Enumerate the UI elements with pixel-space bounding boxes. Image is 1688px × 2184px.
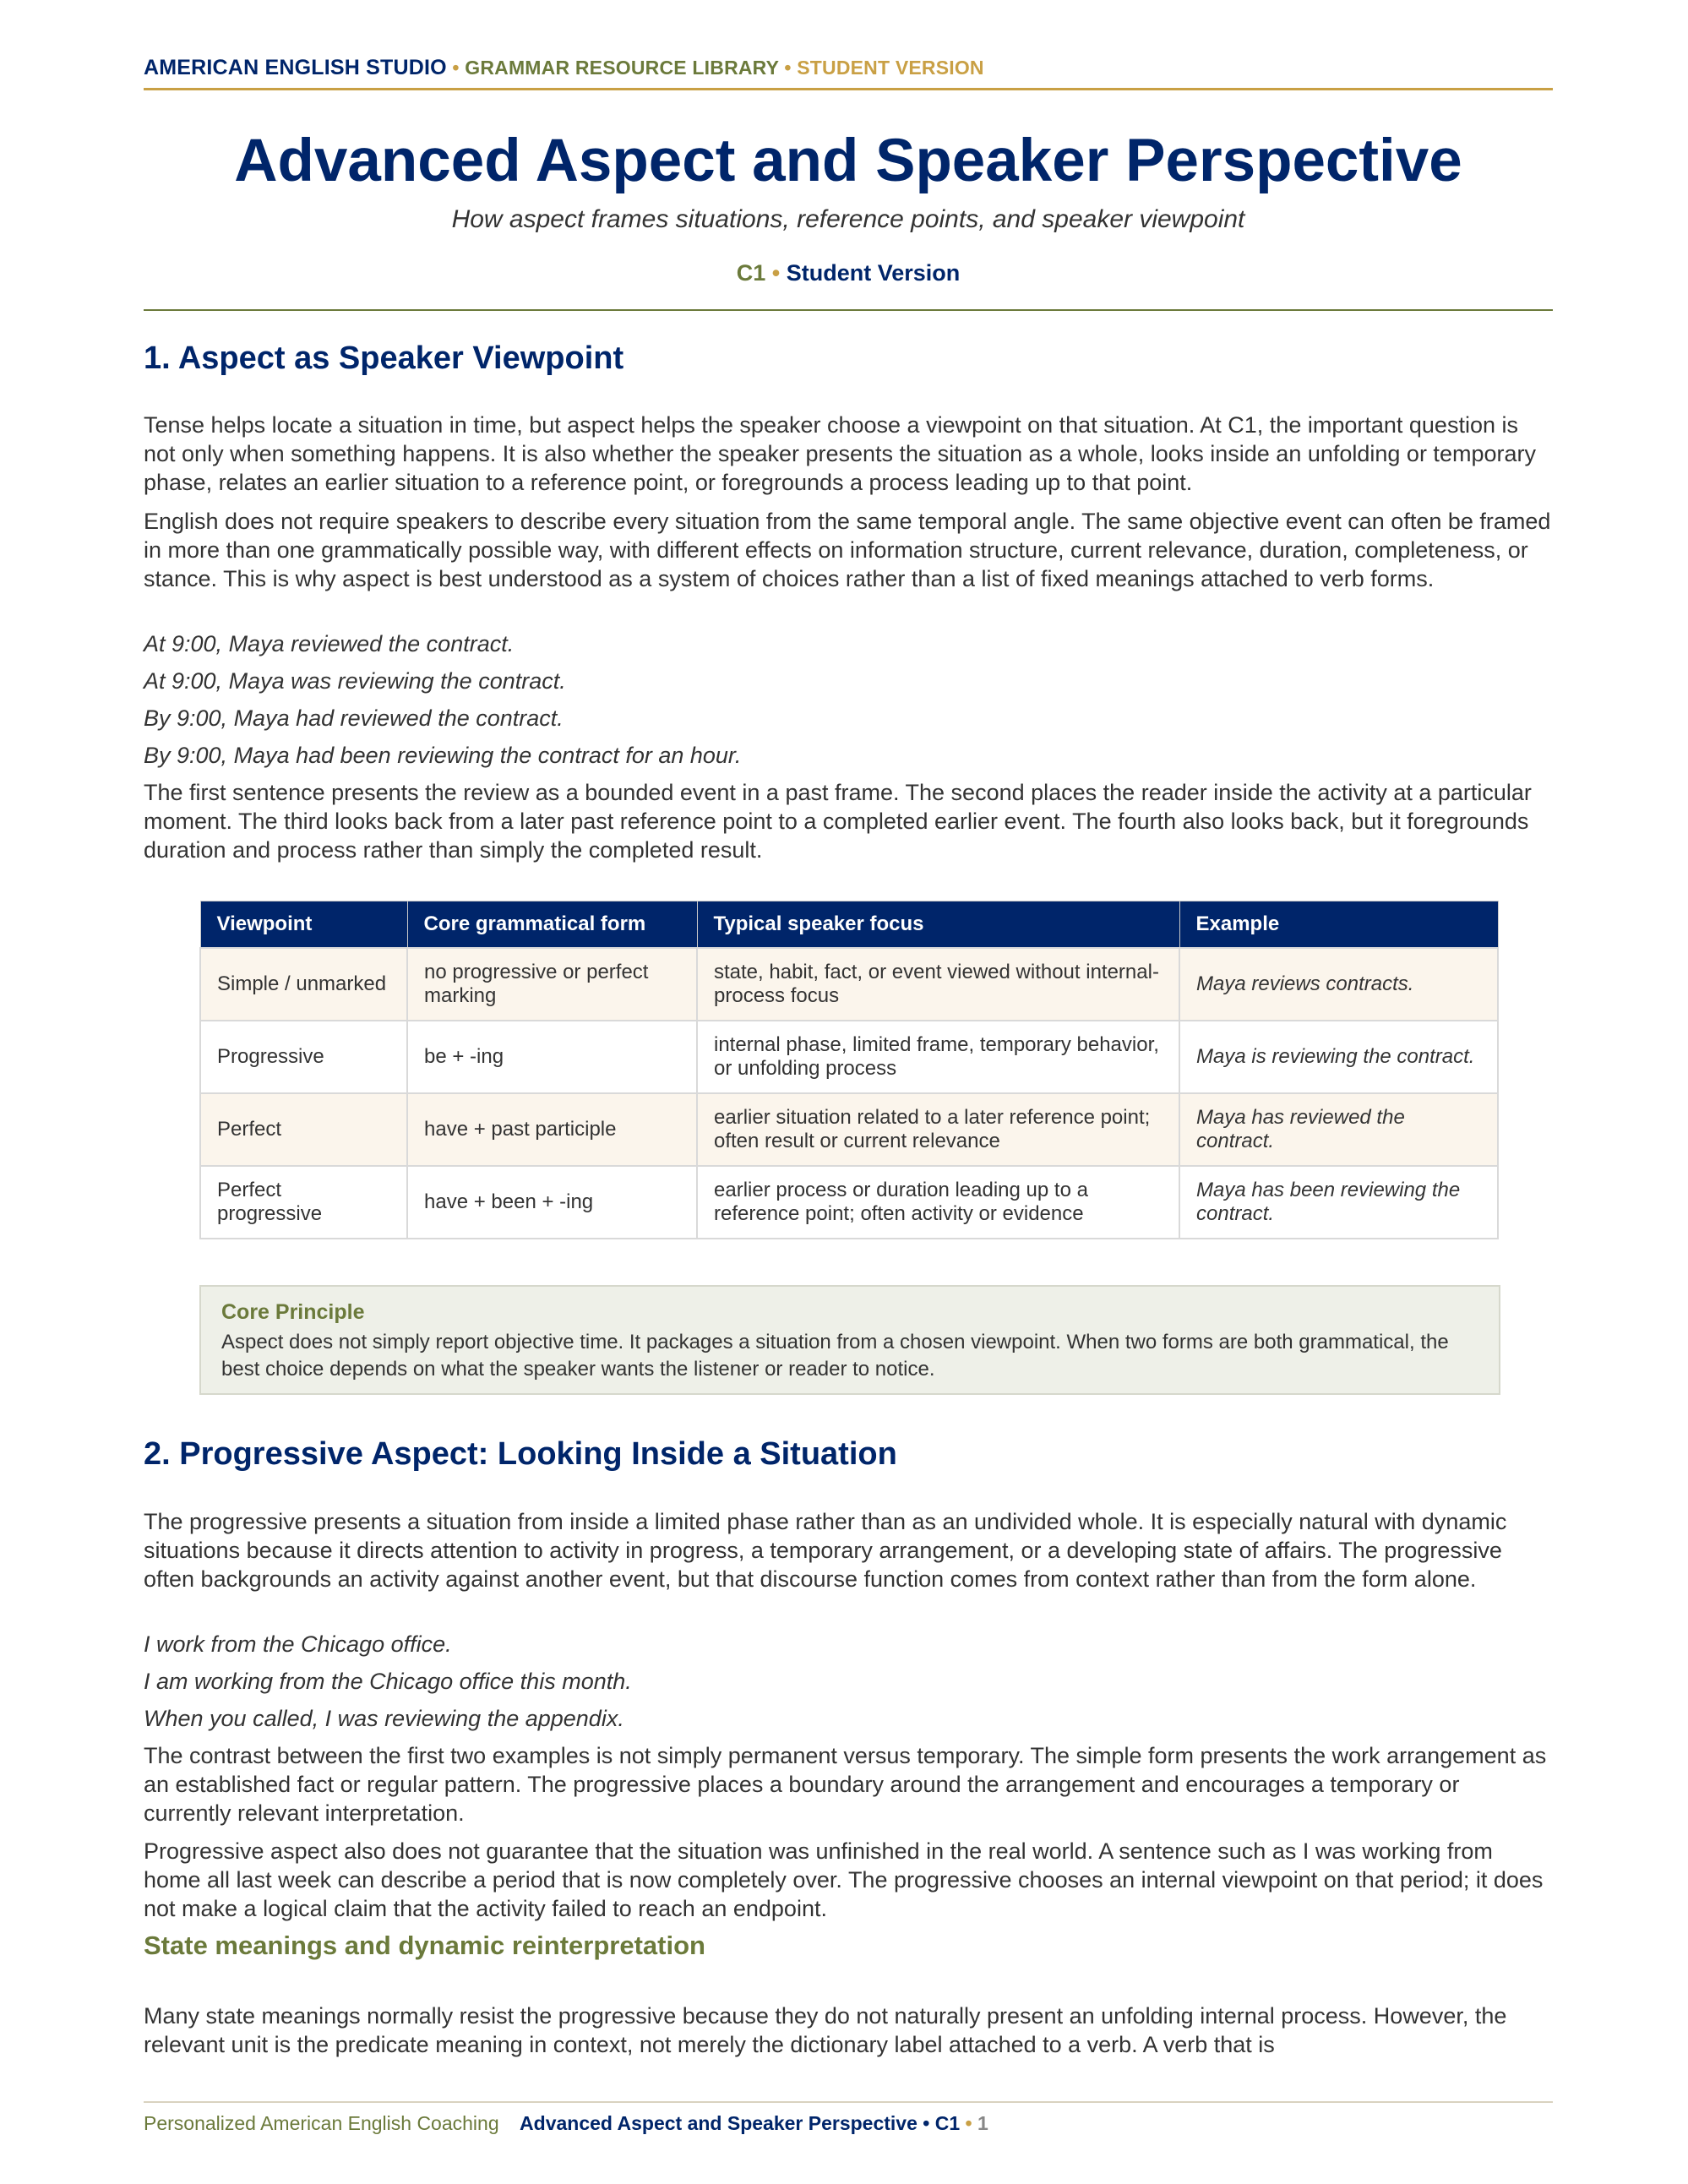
version-label: STUDENT VERSION: [797, 57, 984, 79]
paragraph: Tense helps locate a situation in time, but aspect helps the speaker choose a viewpoint on that situation. At C1, the important question is not only when something happens. It is also whether the speaker presents the situation as a whole, looks inside an unfolding or temporary phase, relates an earlier situation to a reference point, or foregrounds a process leading up to that point.: [144, 412, 1536, 495]
footer-separator: •: [923, 2112, 930, 2134]
example-sentence: At 9:00, Maya was reviewing the contract.: [144, 668, 566, 694]
footer-rule: [144, 2101, 1553, 2103]
table-row: [200, 1021, 1498, 1093]
example-sentence: When you called, I was reviewing the appendix.: [144, 1706, 624, 1731]
paragraph: English does not require speakers to describe every situation from the same temporal angle. The same objective event can often be framed in more than one grammatically possible way, with different effects on information structure, current relevance, duration, completeness, or stance. This is why aspect is best understood as a system of choices rather than a list of fixed meanings attached to verb forms.: [144, 509, 1551, 591]
column-header: Core grammatical form: [407, 901, 697, 949]
level-line: [144, 260, 1553, 286]
table-cell-example: Maya has reviewed the contract.: [1179, 1093, 1498, 1166]
header-rule: [144, 88, 1553, 90]
example-sentence: I work from the Chicago office.: [144, 1631, 452, 1657]
column-header: Example: [1179, 901, 1498, 949]
table-row: [200, 1093, 1498, 1166]
callout-body: Aspect does not simply report objective time. It packages a situation from a chosen viewpoint. When two forms are both grammatical, the best choice depends on what the speaker wants the listener or reader to notice.: [221, 1331, 1449, 1381]
table-cell: Progressive: [200, 1021, 407, 1093]
callout-title: Core Principle: [221, 1300, 365, 1324]
table-cell: Perfect: [200, 1093, 407, 1166]
table-cell-example: Maya has been reviewing the contract.: [1179, 1166, 1498, 1239]
section-heading: 1. Aspect as Speaker Viewpoint: [144, 340, 624, 376]
table-cell: Perfect progressive: [200, 1166, 407, 1239]
footer-publisher: Personalized American English Coaching: [144, 2112, 499, 2134]
table-cell: state, habit, fact, or event viewed without internal-process focus: [697, 948, 1179, 1021]
table-cell: earlier situation related to a later reference point; often result or current relevance: [697, 1093, 1179, 1166]
table-cell: have + past participle: [407, 1093, 697, 1166]
library-name: GRAMMAR RESOURCE LIBRARY: [465, 57, 779, 79]
level-label: Student Version: [786, 260, 961, 286]
column-header: Viewpoint: [200, 901, 407, 949]
page-number: 1: [977, 2112, 988, 2134]
footer-title-group: [520, 2112, 988, 2134]
example-sentence: By 9:00, Maya had been reviewing the contract for an hour.: [144, 743, 742, 768]
table-cell: no progressive or perfect marking: [407, 948, 697, 1021]
footer-separator: •: [965, 2112, 972, 2134]
header-separator: •: [452, 57, 460, 79]
section-heading: 2. Progressive Aspect: Looking Inside a Situation: [144, 1436, 897, 1472]
paragraph: Many state meanings normally resist the progressive because they do not naturally present an unfolding internal process. However, the relevant unit is the predicate meaning in context, not merely the dictionary label attached to a verb. A verb that is: [144, 2003, 1507, 2057]
level-badge: C1: [736, 260, 766, 286]
example-sentence: By 9:00, Maya had reviewed the contract.: [144, 705, 564, 731]
brand-name: AMERICAN ENGLISH STUDIO: [144, 56, 447, 79]
paragraph: The contrast between the first two examples is not simply permanent versus temporary. The simple form presents the work arrangement as an established fact or regular pattern. The progressive places a boundary around the arrangement and encourages a temporary or currently relevant interpretation.: [144, 1743, 1547, 1826]
page-title: Advanced Aspect and Speaker Perspective: [234, 128, 1462, 194]
table-cell: Simple / unmarked: [200, 948, 407, 1021]
table-cell: earlier process or duration leading up to a reference point; often activity or evidence: [697, 1166, 1179, 1239]
running-footer: [144, 2112, 1553, 2135]
table-header-row: [200, 901, 1498, 949]
title-rule: [144, 309, 1553, 311]
example-sentence: At 9:00, Maya reviewed the contract.: [144, 631, 515, 656]
level-separator: •: [771, 260, 781, 286]
paragraph: The progressive presents a situation from inside a limited phase rather than as an undivided whole. It is especially natural with dynamic situations because it directs attention to activity in progress, a temporary arrangement, or a developing state of affairs. The progressive often backgrounds an activity against another event, but that discourse function comes from context rather than from the form alone.: [144, 1509, 1507, 1592]
paragraph: Progressive aspect also does not guarantee that the situation was unfinished in the real world. A sentence such as I was working from home all last week can describe a period that is now completely over. The progressive chooses an internal viewpoint on that period; it does not make a logical claim that the activity failed to reach an endpoint.: [144, 1838, 1544, 1921]
column-header: Typical speaker focus: [697, 901, 1179, 949]
core-principle-callout: [199, 1285, 1500, 1395]
footer-title: Advanced Aspect and Speaker Perspective: [520, 2112, 918, 2134]
example-sentence: I am working from the Chicago office this month.: [144, 1669, 632, 1694]
aspect-table: [199, 901, 1499, 1239]
running-header: [144, 56, 1553, 80]
table-row: [200, 1166, 1498, 1239]
subsection-heading: State meanings and dynamic reinterpretation: [144, 1931, 705, 1960]
paragraph: The first sentence presents the review as a bounded event in a past frame. The second places the reader inside the activity at a particular moment. The third looks back from a later past reference point to a completed earlier event. The fourth also looks back, but it foregrounds duration and process rather than simply the completed result.: [144, 780, 1532, 863]
table-cell-example: Maya is reviewing the contract.: [1179, 1021, 1498, 1093]
table-row: [200, 948, 1498, 1021]
page-subtitle: How aspect frames situations, reference points, and speaker viewpoint: [451, 205, 1245, 233]
table-cell: internal phase, limited frame, temporary behavior, or unfolding process: [697, 1021, 1179, 1093]
header-separator: •: [784, 57, 792, 79]
table-cell: have + been + -ing: [407, 1166, 697, 1239]
table-cell: be + -ing: [407, 1021, 697, 1093]
table-cell-example: Maya reviews contracts.: [1179, 948, 1498, 1021]
footer-level: C1: [934, 2112, 961, 2134]
